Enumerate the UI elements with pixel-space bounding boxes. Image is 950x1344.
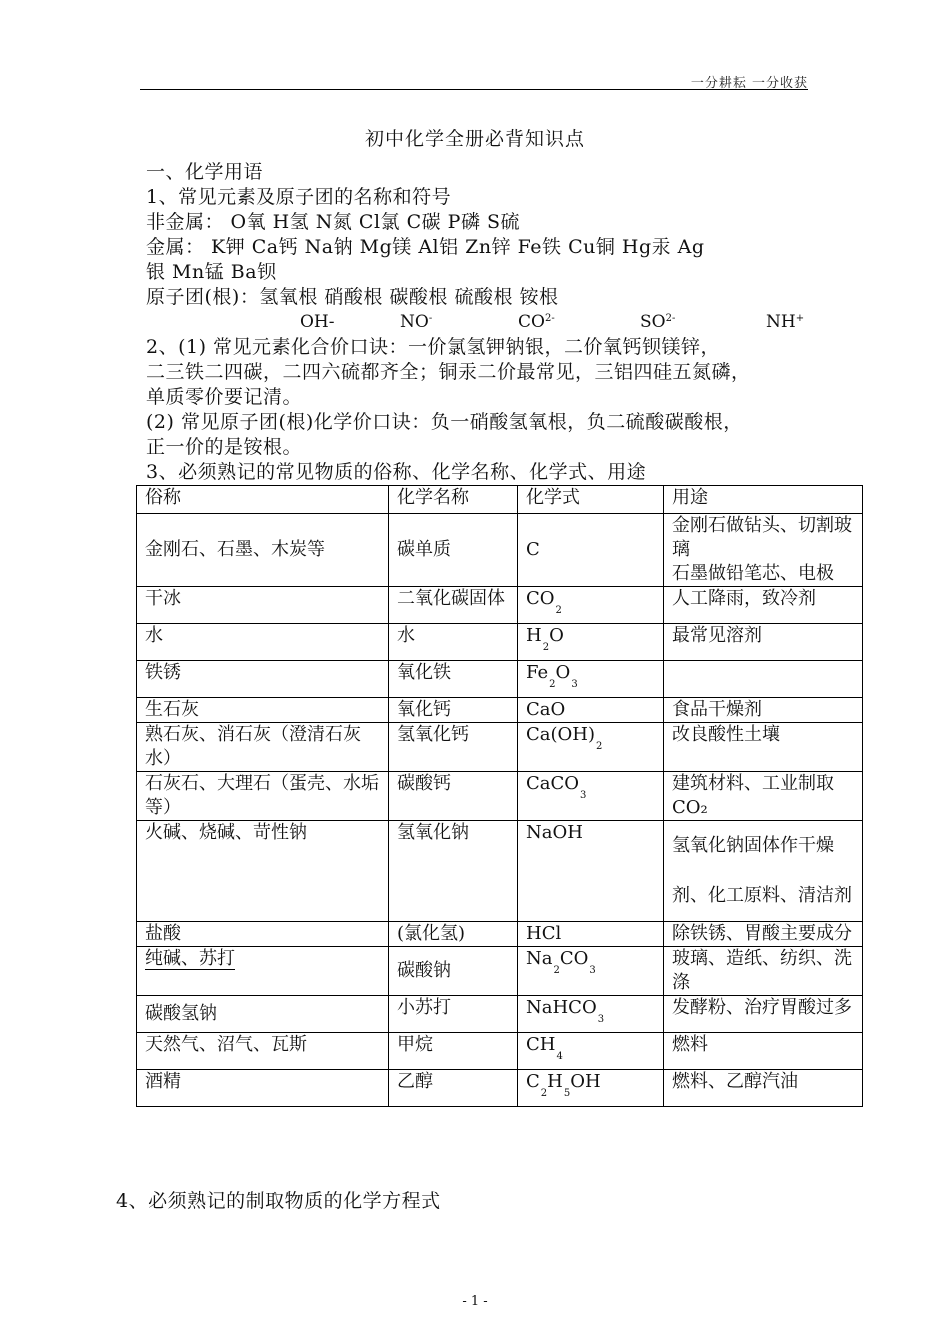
cell-common-name: 纯碱、苏打 — [137, 947, 389, 996]
table-row — [137, 821, 863, 922]
page-number: - 1 - — [462, 1294, 488, 1309]
ion-carbonate: $CO^{2-}$ — [518, 312, 555, 332]
page-header: 一分耕耘 一分收获 — [690, 76, 808, 91]
cell-formula: $H_2O$ — [518, 624, 664, 661]
cell-chemical-name: 氢氧化钠 — [389, 821, 518, 922]
radical-label-line: 原子团(根)：氢氧根 硝酸根 碳酸根 硫酸根 铵根 — [146, 286, 559, 308]
cell-use: 金刚石做钻头、切割玻璃 石墨做铅笔芯、电极 — [664, 514, 863, 587]
cell-formula: $C_2H_5OH$ — [518, 1070, 664, 1107]
cell-use: 发酵粉、治疗胃酸过多 — [664, 996, 863, 1033]
cell-chemical-name: 二氧化碳固体 — [389, 587, 518, 624]
cell-formula: CaCO$_3$ — [518, 772, 664, 821]
metal-line-1: 金属： K钾 Ca钙 Na钠 Mg镁 Al铝 Zn锌 Fe铁 Cu铜 Hg汞 Ag — [146, 236, 705, 258]
ion-nitrate: NO- — [400, 312, 433, 332]
valence-rhyme-line-1: 2、(1) 常见元素化合价口诀：一价氯氢钾钠银，二价氧钙钡镁锌， — [146, 336, 721, 358]
cell-use: 改良酸性土壤 — [664, 723, 863, 772]
section-3-heading: 3、必须熟记的常见物质的俗称、化学名称、化学式、用途 — [146, 461, 647, 483]
cell-common-name: 熟石灰、消石灰（澄清石灰水） — [137, 723, 389, 772]
cell-chemical-name: 小苏打 — [389, 996, 518, 1033]
table-row — [137, 947, 863, 996]
cell-common-name: 铁锈 — [137, 661, 389, 698]
table-row — [137, 661, 863, 698]
cell-use: 建筑材料、工业制取CO₂ — [664, 772, 863, 821]
table-row — [137, 624, 863, 661]
cell-chemical-name: 水 — [389, 624, 518, 661]
cell-use: 除铁锈、胃酸主要成分 — [664, 922, 863, 947]
ion-hydroxide: OH- — [300, 312, 335, 332]
cell-chemical-name: 碳酸钠 — [389, 947, 518, 996]
radical-rhyme-line-1: (2) 常见原子团(根)化学价口诀：负一硝酸氢氧根，负二硫酸碳酸根， — [146, 411, 743, 433]
document-title: 初中化学全册必背知识点 — [364, 128, 585, 150]
cell-formula: $Fe_2O_3$ — [518, 661, 664, 698]
cell-use: 燃料 — [664, 1033, 863, 1070]
cell-chemical-name: 碳单质 — [389, 514, 518, 587]
cell-common-name: 石灰石、大理石（蛋壳、水垢等） — [137, 772, 389, 821]
radical-rhyme-line-2: 正一价的是铵根。 — [146, 436, 303, 458]
cell-use: 人工降雨，致冷剂 — [664, 587, 863, 624]
cell-common-name: 盐酸 — [137, 922, 389, 947]
cell-chemical-name: 乙醇 — [389, 1070, 518, 1107]
cell-common-name: 火碱、烧碱、苛性钠 — [137, 821, 389, 922]
header-formula: 化学式 — [518, 486, 664, 514]
table-row — [137, 996, 863, 1033]
cell-formula: NaHCO$_3$ — [518, 996, 664, 1033]
table-row — [137, 772, 863, 821]
table-row — [137, 1070, 863, 1107]
valence-rhyme-line-3: 单质零价要记清。 — [146, 386, 303, 408]
cell-formula: $Ca(OH)_2$ — [518, 723, 664, 772]
cell-formula: CaO — [518, 698, 664, 723]
section-1-1-heading: 1、常见元素及原子团的名称和符号 — [146, 186, 452, 208]
cell-chemical-name: 氧化铁 — [389, 661, 518, 698]
cell-formula: $Na_2CO_3$ — [518, 947, 664, 996]
header-common-name: 俗称 — [137, 486, 389, 514]
table-row — [137, 922, 863, 947]
header-chemical-name: 化学名称 — [389, 486, 518, 514]
table-row — [137, 1033, 863, 1070]
metal-line-2: 银 Mn锰 Ba钡 — [146, 261, 277, 283]
ion-formulas — [146, 312, 810, 336]
ion-sulfate: $SO^{2-}$ — [640, 312, 676, 332]
cell-common-name: 天然气、沼气、瓦斯 — [137, 1033, 389, 1070]
header-use: 用途 — [664, 486, 863, 514]
cell-chemical-name: 氢氧化钙 — [389, 723, 518, 772]
table-row — [137, 698, 863, 723]
cell-use: 最常见溶剂 — [664, 624, 863, 661]
cell-common-name: 干冰 — [137, 587, 389, 624]
cell-formula: $CO_2$ — [518, 587, 664, 624]
cell-chemical-name: 碳酸钙 — [389, 772, 518, 821]
cell-use: 玻璃、造纸、纺织、洗涤 — [664, 947, 863, 996]
table-row — [137, 514, 863, 587]
table-header-row — [137, 486, 863, 514]
cell-formula: $CH_4$ — [518, 1033, 664, 1070]
cell-common-name: 生石灰 — [137, 698, 389, 723]
cell-use: 燃料、乙醇汽油 — [664, 1070, 863, 1107]
cell-common-name: 水 — [137, 624, 389, 661]
cell-use — [664, 661, 863, 698]
cell-chemical-name: 氧化钙 — [389, 698, 518, 723]
nonmetal-line: 非金属： O氧 H氢 N氮 Cl氯 C碳 P磷 S硫 — [146, 211, 521, 233]
section-4-heading: 4、必须熟记的制取物质的化学方程式 — [116, 1190, 441, 1212]
cell-formula: NaOH — [518, 821, 664, 922]
ion-ammonium: NH+ — [766, 312, 805, 332]
cell-use: 食品干燥剂 — [664, 698, 863, 723]
cell-common-name: 金刚石、石墨、木炭等 — [137, 514, 389, 587]
substances-table — [136, 485, 863, 1107]
cell-common-name: 酒精 — [137, 1070, 389, 1107]
cell-chemical-name: (氯化氢) — [389, 922, 518, 947]
table-row — [137, 587, 863, 624]
table-row — [137, 723, 863, 772]
cell-formula: HCl — [518, 922, 664, 947]
cell-chemical-name: 甲烷 — [389, 1033, 518, 1070]
cell-common-name: 碳酸氢钠 — [137, 996, 389, 1033]
section-1-heading: 一、化学用语 — [146, 161, 264, 183]
cell-formula: C — [518, 514, 664, 587]
header-rule — [140, 89, 808, 90]
cell-use: 氢氧化钠固体作干燥剂、化工原料、清洁剂 — [664, 821, 863, 922]
valence-rhyme-line-2: 二三铁二四碳，二四六硫都齐全；铜汞二价最常见，三铝四硅五氮磷， — [146, 361, 751, 383]
